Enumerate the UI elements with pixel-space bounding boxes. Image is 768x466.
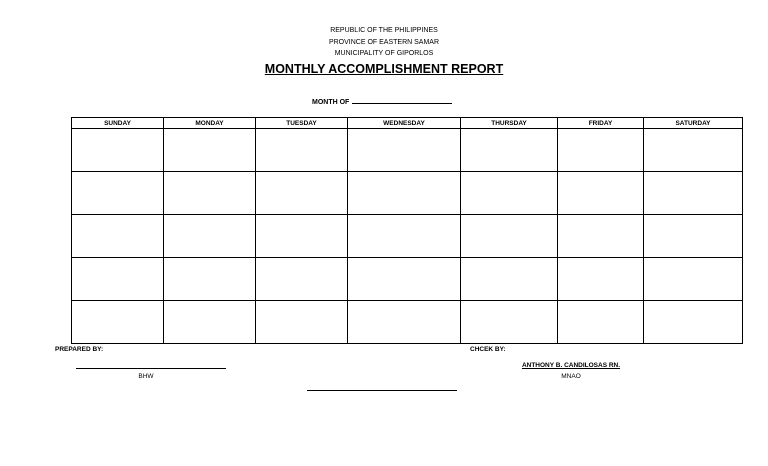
prepared-role: BHW [138, 373, 154, 380]
calendar-day-cell[interactable] [348, 129, 461, 172]
calendar-day-cell[interactable] [164, 215, 256, 258]
calendar-day-cell[interactable] [72, 301, 164, 344]
calendar-day-cell[interactable] [461, 215, 558, 258]
calendar-week-row [72, 258, 743, 301]
calendar-day-cell[interactable] [461, 301, 558, 344]
month-blank-line [352, 96, 452, 104]
checker-role: MNAO [561, 373, 581, 380]
day-header-sunday: SUNDAY [72, 118, 164, 129]
calendar-day-cell[interactable] [256, 172, 348, 215]
calendar-day-cell[interactable] [164, 258, 256, 301]
calendar-day-cell[interactable] [644, 172, 743, 215]
calendar-week-row [72, 215, 743, 258]
noted-signature-line [307, 390, 457, 391]
calendar-week-row [72, 301, 743, 344]
calendar-day-cell[interactable] [348, 172, 461, 215]
month-field [312, 96, 452, 108]
report-title: MONTHLY ACCOMPLISHMENT REPORT [264, 62, 504, 76]
calendar-day-cell[interactable] [72, 258, 164, 301]
calendar-day-cell[interactable] [72, 172, 164, 215]
calendar-day-cell[interactable] [256, 301, 348, 344]
calendar-body [72, 129, 743, 344]
calendar-day-cell[interactable] [644, 258, 743, 301]
checked-by-label: CHCEK BY: [470, 346, 506, 353]
day-header-tuesday: TUESDAY [256, 118, 348, 129]
calendar-day-cell[interactable] [461, 258, 558, 301]
calendar-day-cell[interactable] [348, 258, 461, 301]
calendar-day-cell[interactable] [558, 215, 644, 258]
calendar-day-cell[interactable] [164, 172, 256, 215]
calendar-day-cell[interactable] [558, 258, 644, 301]
calendar-week-row [72, 129, 743, 172]
day-header-thursday: THURSDAY [461, 118, 558, 129]
month-label: MONTH OF [312, 99, 350, 106]
calendar-day-cell[interactable] [644, 301, 743, 344]
day-header-friday: FRIDAY [558, 118, 644, 129]
calendar-day-cell[interactable] [558, 129, 644, 172]
calendar-day-cell[interactable] [256, 129, 348, 172]
calendar-header-row [72, 118, 743, 129]
calendar-day-cell[interactable] [348, 215, 461, 258]
calendar-day-cell[interactable] [644, 215, 743, 258]
calendar-day-cell[interactable] [644, 129, 743, 172]
day-header-monday: MONDAY [164, 118, 256, 129]
calendar-week-row [72, 172, 743, 215]
calendar-day-cell[interactable] [72, 215, 164, 258]
calendar-day-cell[interactable] [461, 172, 558, 215]
calendar-day-cell[interactable] [164, 301, 256, 344]
header-municipality: MUNICIPALITY OF GIPORLOS [334, 50, 434, 57]
prepared-by-label: PREPARED BY: [55, 346, 104, 353]
calendar-day-cell[interactable] [558, 172, 644, 215]
day-header-wednesday: WEDNESDAY [348, 118, 461, 129]
calendar-day-cell[interactable] [72, 129, 164, 172]
day-header-saturday: SATURDAY [644, 118, 743, 129]
prepared-signature-line [76, 368, 226, 369]
calendar-day-cell[interactable] [256, 258, 348, 301]
calendar-table [71, 117, 743, 344]
header-republic: REPUBLIC OF THE PHILIPPINES [330, 27, 438, 34]
checker-name: ANTHONY B. CANDILOSAS RN. [521, 362, 621, 369]
calendar-day-cell[interactable] [558, 301, 644, 344]
calendar-day-cell[interactable] [256, 215, 348, 258]
header-province: PROVINCE OF EASTERN SAMAR [328, 39, 440, 46]
calendar-day-cell[interactable] [164, 129, 256, 172]
calendar-day-cell[interactable] [348, 301, 461, 344]
calendar-day-cell[interactable] [461, 129, 558, 172]
